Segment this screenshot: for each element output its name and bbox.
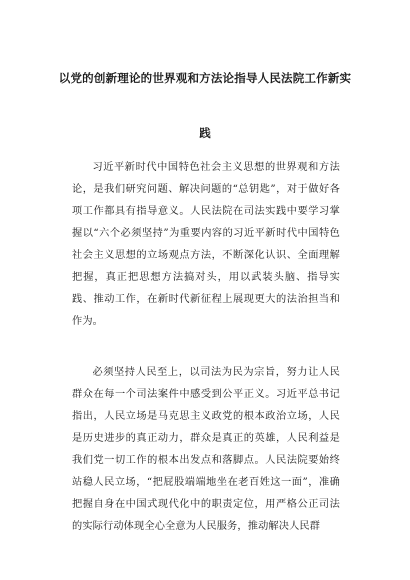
- paragraph-2-text: 必须坚持人民至上，以司法为民为宗旨，努力让人民群众在每一个司法案件中感受到公平正义。习近平总书记指出，人民立场是马克思主义政党的根本政治立场，人民是历史进步的真正动力，群众是真正的英雄，人民利益是我们党一切工作的根本出发点和落脚点。人民法院要始终站稳人民立场，“把屁股端端地坐在老百姓这一面”，准确把握自身在中国式现代化中的职责定位，用严格公正司法的实际行动体现全心全意为人民服务，推动解决人民群: [72, 367, 340, 532]
- document-title-continued: 践: [199, 126, 211, 140]
- document-title: 以党的创新理论的世界观和方法论指导人民法院工作新实: [58, 71, 352, 85]
- paragraph-1-text: 习近平新时代中国特色社会主义思想的世界观和方法论，是我们研究问题、解决问题的“总钥匙”，对于做好各项工作都具有指导意义。人民法院在司法实践中要学习掌握以“六个必须坚持”为重要内容的习近平新时代中国特色社会主义思想的立场观点方法，不断深化认识、全面理解把握，真正把思想方法搞对头，用以武装头脑、指导实践、推动工作，在新时代新征程上展现更大的法治担当和作为。: [72, 162, 340, 327]
- paragraph-2: [72, 362, 340, 574]
- paragraph-1: [72, 157, 340, 355]
